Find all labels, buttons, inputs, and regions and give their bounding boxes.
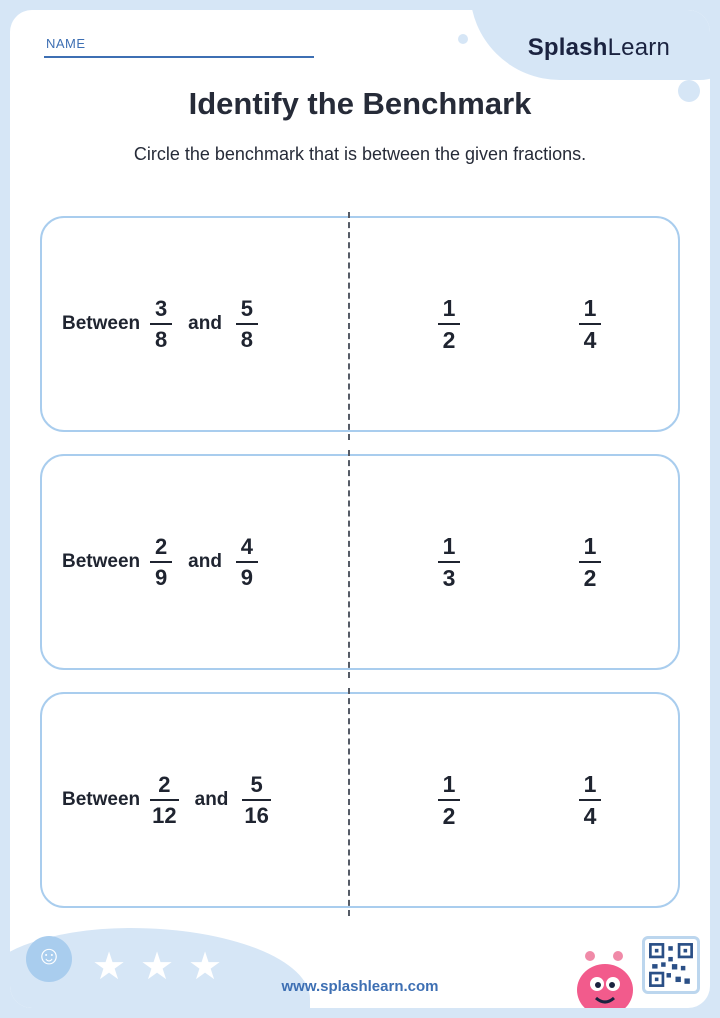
fraction-from: [150, 295, 172, 352]
fraction-numerator: 2: [155, 533, 168, 559]
fraction-denominator: 9: [155, 564, 168, 590]
fraction-denominator: 3: [442, 564, 456, 591]
problem-card-2: [40, 454, 680, 670]
fraction-denominator: 8: [155, 326, 168, 352]
benchmark-option-1[interactable]: [438, 218, 460, 430]
fraction-numerator: 1: [442, 770, 456, 797]
smiley-icon: ☺: [26, 936, 72, 982]
dashed-divider: [348, 212, 350, 440]
between-label: Between: [62, 551, 141, 572]
name-label: NAME: [46, 36, 86, 51]
fraction-denominator: 8: [240, 326, 254, 352]
between-label: Between: [62, 313, 141, 334]
page-title: Identify the Benchmark: [188, 86, 532, 121]
fraction-denominator: 9: [240, 564, 254, 590]
brand-logo-light: Learn: [607, 34, 670, 61]
fraction-from: [150, 771, 178, 828]
problem-question: [62, 694, 271, 906]
qr-code-icon[interactable]: [642, 936, 700, 994]
fraction-numerator: 5: [240, 295, 254, 321]
problem-question: [62, 218, 258, 430]
fraction-numerator: 4: [240, 533, 254, 559]
dashed-divider: [348, 688, 350, 916]
fraction-to: [236, 295, 258, 352]
star-icon: ★: [188, 946, 223, 988]
benchmark-option-1[interactable]: [438, 456, 460, 668]
fraction-to: [236, 533, 258, 590]
fraction-denominator: 16: [244, 802, 269, 828]
problem-card-3: [40, 692, 680, 908]
fraction-numerator: 1: [583, 532, 597, 559]
fraction-from: [150, 533, 172, 590]
problem-card-1: [40, 216, 680, 432]
benchmark-option-2[interactable]: [579, 456, 601, 668]
monster-mascot-icon: [570, 946, 640, 1008]
fraction-to: [242, 771, 270, 828]
fraction-numerator: 5: [250, 771, 263, 797]
brand-logo: [528, 34, 670, 62]
between-label: Between: [62, 789, 141, 810]
fraction-denominator: 4: [583, 326, 597, 353]
fraction-denominator: 12: [152, 802, 177, 828]
benchmark-option-2[interactable]: [579, 218, 601, 430]
option-fraction: [438, 770, 460, 829]
dashed-divider: [348, 450, 350, 678]
instruction-text: Circle the benchmark that is between the given fractions.: [133, 144, 587, 164]
fraction-numerator: 1: [442, 294, 456, 321]
option-fraction: [438, 532, 460, 591]
option-fraction: [579, 770, 601, 829]
fraction-numerator: 3: [155, 295, 168, 321]
fraction-numerator: 2: [158, 771, 171, 797]
fraction-denominator: 2: [583, 564, 597, 591]
problem-question: [62, 456, 258, 668]
worksheet-page: [10, 10, 710, 1008]
option-fraction: [579, 532, 601, 591]
fraction-denominator: 2: [442, 326, 456, 353]
option-fraction: [438, 294, 460, 353]
and-label: and: [194, 789, 229, 810]
and-label: and: [188, 551, 222, 572]
and-label: and: [188, 313, 222, 334]
benchmark-option-1[interactable]: [438, 694, 460, 906]
option-fraction: [579, 294, 601, 353]
fraction-denominator: 2: [442, 802, 456, 829]
decorative-dot: [458, 34, 468, 44]
fraction-numerator: 1: [583, 294, 597, 321]
fraction-numerator: 1: [442, 532, 456, 559]
star-icon: ★: [92, 946, 127, 988]
name-input-line[interactable]: [44, 56, 314, 58]
fraction-denominator: 4: [583, 802, 597, 829]
benchmark-option-2[interactable]: [579, 694, 601, 906]
fraction-numerator: 1: [583, 770, 597, 797]
brand-logo-bold: Splash: [527, 34, 608, 61]
footer-url[interactable]: www.splashlearn.com: [281, 978, 439, 995]
star-icon: ★: [140, 946, 175, 988]
